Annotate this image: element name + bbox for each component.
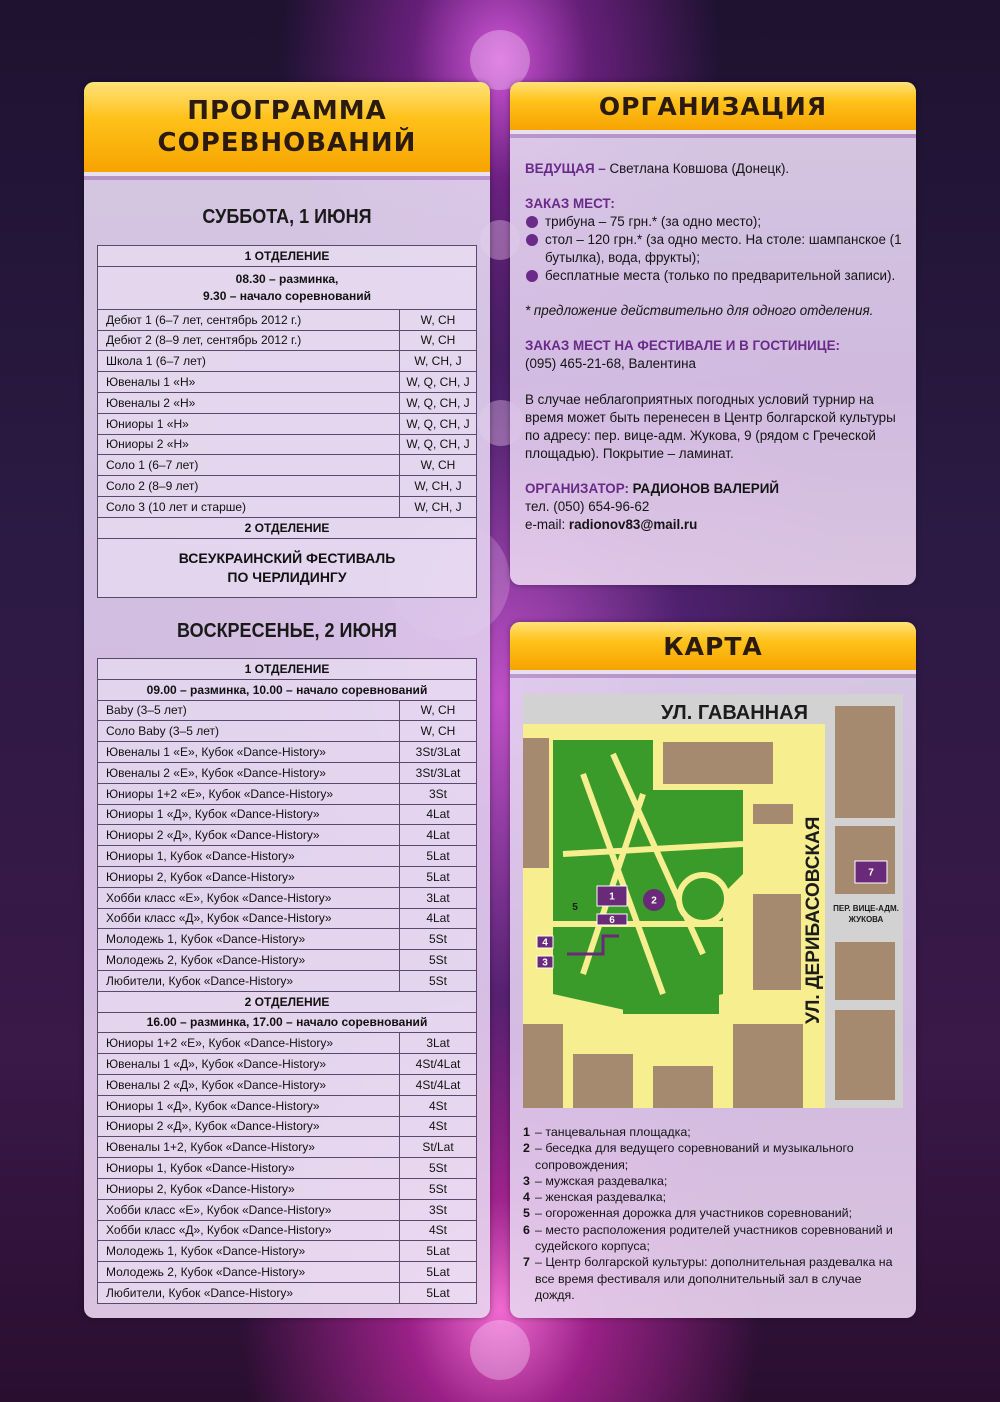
- sunday-schedule-table: [97, 658, 477, 1304]
- legend-item: [523, 1205, 903, 1221]
- dances-cell: 5St: [400, 1158, 477, 1179]
- dances-cell: 5St: [400, 970, 477, 991]
- category-cell: Любители, Кубок «Dance-History»: [98, 970, 400, 991]
- festival-note: [98, 538, 477, 597]
- category-cell: Юниоры 1 «Д», Кубок «Dance-History»: [98, 804, 400, 825]
- table-row: [98, 1262, 477, 1283]
- dances-cell: W, CH: [400, 330, 477, 351]
- category-cell: Юниоры 1+2 «Е», Кубок «Dance-History»: [98, 1033, 400, 1054]
- dances-cell: 3Lat: [400, 1033, 477, 1054]
- category-cell: Юниоры 2, Кубок «Dance-History»: [98, 866, 400, 887]
- saturday-title: СУББОТА, 1 ИЮНЯ: [202, 206, 372, 228]
- table-row: [98, 762, 477, 783]
- dances-cell: 3St/3Lat: [400, 762, 477, 783]
- category-cell: Молодежь 1, Кубок «Dance-History»: [98, 1241, 400, 1262]
- hotel-phone: (095) 465-21-68, Валентина: [525, 356, 696, 371]
- legend-number: 2: [523, 1141, 530, 1156]
- table-row: [98, 908, 477, 929]
- bokeh-light: [470, 1320, 530, 1380]
- category-cell: Ювеналы 1 «Е», Кубок «Dance-History»: [98, 742, 400, 763]
- category-cell: Хобби класс «Д», Кубок «Dance-History»: [98, 908, 400, 929]
- table-row: [98, 1199, 477, 1220]
- legend-item: [523, 1189, 903, 1205]
- category-cell: Соло Baby (3–5 лет): [98, 721, 400, 742]
- map-building: [663, 742, 773, 784]
- table-row: [98, 887, 477, 908]
- category-cell: Школа 1 (6–7 лет): [98, 351, 400, 372]
- category-cell: Молодежь 2, Кубок «Dance-History»: [98, 1262, 400, 1283]
- dances-cell: 4St: [400, 1095, 477, 1116]
- category-cell: Соло 3 (10 лет и старше): [98, 496, 400, 517]
- lane-label-line1: ПЕР. ВИЦЕ-АДМ.: [833, 904, 899, 913]
- category-cell: Baby (3–5 лет): [98, 700, 400, 721]
- booking-item: стол – 120 грн.* (за одно место. На столе: шампанское (1 бутылка), вода, фрукты);: [525, 231, 905, 267]
- map-marker-label: 7: [868, 867, 874, 879]
- legend-number: 3: [523, 1173, 530, 1188]
- category-cell: Дебют 2 (8–9 лет, сентябрь 2012 г.): [98, 330, 400, 351]
- map-building: [835, 1010, 895, 1100]
- table-row: [98, 866, 477, 887]
- booking-item: трибуна – 75 грн.* (за одно место);: [525, 213, 905, 231]
- email-line: [525, 516, 905, 534]
- program-banner: [84, 82, 490, 176]
- legend-text: – место расположения родителей участников соревнований и судейского корпуса;: [535, 1222, 893, 1254]
- category-cell: Юниоры 1+2 «Е», Кубок «Dance-History»: [98, 783, 400, 804]
- legend-number: 1: [523, 1125, 530, 1139]
- legend-item: [523, 1140, 903, 1173]
- category-cell: Юниоры 2 «Н»: [98, 434, 400, 455]
- host-line: [525, 160, 905, 178]
- booking-list: [525, 213, 905, 285]
- organizer-label: ОРГАНИЗАТОР:: [525, 481, 629, 496]
- organizer-phone: тел. (050) 654-96-62: [525, 499, 650, 514]
- organizer-name: РАДИОНОВ ВАЛЕРИЙ: [628, 481, 779, 496]
- table-row: [98, 700, 477, 721]
- table-row: [98, 372, 477, 393]
- map-marker-label: 1: [609, 891, 615, 903]
- dances-cell: 5St: [400, 929, 477, 950]
- dances-cell: 3St: [400, 1199, 477, 1220]
- table-row: [98, 804, 477, 825]
- map-marker-label: 6: [609, 915, 615, 926]
- table-row: [98, 1054, 477, 1075]
- hotel-label: ЗАКАЗ МЕСТ НА ФЕСТИВАЛЕ И В ГОСТИНИЦЕ:: [525, 338, 840, 353]
- table-row: [98, 434, 477, 455]
- legend-text: – Центр болгарской культуры: дополнительная раздевалка на все время фестиваля или дополнительный зал в случае дождя.: [535, 1255, 893, 1302]
- map-building: [835, 826, 895, 894]
- category-cell: Юниоры 1, Кубок «Dance-History»: [98, 1158, 400, 1179]
- dances-cell: 5Lat: [400, 1282, 477, 1303]
- schedule-note: 16.00 – разминка, 17.00 – начало соревнований: [98, 1012, 477, 1033]
- program-title-line2: СОРЕВНОВАНИЙ: [157, 128, 417, 158]
- category-cell: Дебют 1 (6–7 лет, сентябрь 2012 г.): [98, 309, 400, 330]
- dances-cell: 4Lat: [400, 825, 477, 846]
- map-marker-label: 3: [542, 957, 548, 969]
- map-fountain-circle: [679, 875, 727, 923]
- sunday-title: ВОСКРЕСЕНЬЕ, 2 ИЮНЯ: [177, 620, 397, 642]
- legend-item: [523, 1124, 903, 1140]
- dances-cell: 4St/4Lat: [400, 1054, 477, 1075]
- email-link[interactable]: radionov83@mail.ru: [568, 517, 698, 532]
- category-cell: Ювеналы 1 «Д», Кубок «Dance-History»: [98, 1054, 400, 1075]
- section-header: 1 ОТДЕЛЕНИЕ: [98, 246, 477, 267]
- legend-number: 5: [523, 1206, 530, 1221]
- dances-cell: 4St/4Lat: [400, 1074, 477, 1095]
- section-header: 1 ОТДЕЛЕНИЕ: [98, 659, 477, 680]
- dances-cell: W, Q, CH, J: [400, 372, 477, 393]
- organization-banner: [510, 82, 916, 134]
- map-marker-label: 5: [572, 902, 578, 913]
- dances-cell: W, Q, CH, J: [400, 413, 477, 434]
- legend-number: 6: [523, 1222, 530, 1237]
- category-cell: Хобби класс «Е», Кубок «Dance-History»: [98, 887, 400, 908]
- dances-cell: 5Lat: [400, 846, 477, 867]
- lane-label-line2: ЖУКОВА: [848, 915, 884, 924]
- schedule-note-line: 08.30 – разминка,: [235, 271, 339, 286]
- dances-cell: W, CH: [400, 700, 477, 721]
- map-building: [573, 1054, 633, 1108]
- category-cell: Юниоры 1 «Д», Кубок «Dance-History»: [98, 1095, 400, 1116]
- map-building: [733, 1024, 803, 1108]
- table-row: [98, 1178, 477, 1199]
- category-cell: Юниоры 1, Кубок «Dance-History»: [98, 846, 400, 867]
- program-title-line1: ПРОГРАММА: [187, 96, 387, 126]
- map-building: [753, 894, 801, 990]
- table-row: [98, 929, 477, 950]
- festival-note-line: ВСЕУКРАИНСКИЙ ФЕСТИВАЛЬ: [178, 549, 396, 566]
- map-building: [523, 1024, 563, 1108]
- legend-item: [523, 1222, 903, 1255]
- table-row: [98, 351, 477, 372]
- dances-cell: W, Q, CH, J: [400, 392, 477, 413]
- map-building: [653, 1066, 713, 1108]
- schedule-note: [98, 266, 477, 309]
- category-cell: Юниоры 1 «Н»: [98, 413, 400, 434]
- map-building: [835, 706, 895, 818]
- table-row: [98, 1033, 477, 1054]
- table-row: [98, 1241, 477, 1262]
- legend-number: 7: [523, 1255, 530, 1270]
- saturday-schedule-table: [97, 245, 477, 598]
- category-cell: Ювеналы 2 «Н»: [98, 392, 400, 413]
- legend-text: – мужская раздевалка;: [535, 1173, 668, 1188]
- table-row: [98, 392, 477, 413]
- map-legend: [523, 1124, 903, 1303]
- legend-text: – женская раздевалка;: [535, 1190, 667, 1205]
- dances-cell: 5St: [400, 950, 477, 971]
- category-cell: Соло 2 (8–9 лет): [98, 476, 400, 497]
- dances-cell: 5Lat: [400, 1262, 477, 1283]
- schedule-note-line: 9.30 – начало соревнований: [203, 288, 371, 303]
- category-cell: Молодежь 1, Кубок «Dance-History»: [98, 929, 400, 950]
- table-row: [98, 476, 477, 497]
- dances-cell: 4Lat: [400, 908, 477, 929]
- category-cell: Юниоры 2, Кубок «Dance-History»: [98, 1178, 400, 1199]
- footnote: * предложение действительно для одного отделения.: [525, 303, 874, 318]
- legend-number: 4: [523, 1190, 530, 1205]
- map-marker-label: 2: [651, 895, 657, 907]
- booking-item: бесплатные места (только по предварительной записи).: [525, 267, 905, 285]
- street-label-right: УЛ. ДЕРИБАСОВСКАЯ: [803, 816, 824, 1024]
- organizer-line: [525, 480, 905, 498]
- table-row: [98, 721, 477, 742]
- table-row: [98, 1282, 477, 1303]
- table-row: [98, 1074, 477, 1095]
- dances-cell: W, CH, J: [400, 476, 477, 497]
- map-title: КАРТА: [663, 631, 763, 661]
- organization-content: [525, 160, 905, 534]
- table-row: [98, 783, 477, 804]
- dances-cell: W, CH: [400, 309, 477, 330]
- table-row: [98, 846, 477, 867]
- table-row: [98, 1158, 477, 1179]
- table-row: [98, 330, 477, 351]
- dances-cell: 5St: [400, 1178, 477, 1199]
- legend-text: – танцевальная площадка;: [535, 1125, 691, 1139]
- dances-cell: 5Lat: [400, 1241, 477, 1262]
- table-row: [98, 1116, 477, 1137]
- category-cell: Ювеналы 1+2, Кубок «Dance-History»: [98, 1137, 400, 1158]
- weather-text: В случае неблагоприятных погодных условий турнир на время может быть перенесен в Центр болгарской культуры по адресу: пер. вице-адм. Жукова, 9 (рядом с Греческой площадью). Покрытие – ламинат.: [525, 392, 896, 461]
- map-banner: [510, 622, 916, 674]
- legend-item: [523, 1173, 903, 1189]
- category-cell: Молодежь 2, Кубок «Dance-History»: [98, 950, 400, 971]
- map-marker-label: 4: [542, 937, 548, 949]
- table-row: [98, 455, 477, 476]
- map-building: [523, 738, 549, 868]
- booking-label: ЗАКАЗ МЕСТ:: [525, 196, 615, 211]
- map-park: [623, 972, 719, 1014]
- category-cell: Юниоры 2 «Д», Кубок «Dance-History»: [98, 825, 400, 846]
- category-cell: Ювеналы 2 «Е», Кубок «Dance-History»: [98, 762, 400, 783]
- table-row: [98, 1095, 477, 1116]
- email-label: e-mail:: [525, 517, 569, 532]
- category-cell: Ювеналы 1 «Н»: [98, 372, 400, 393]
- category-cell: Хобби класс «Д», Кубок «Dance-History»: [98, 1220, 400, 1241]
- legend-text: – огороженная дорожка для участников соревнований;: [535, 1206, 853, 1221]
- legend-item: [523, 1254, 903, 1303]
- table-row: [98, 970, 477, 991]
- dances-cell: 3Lat: [400, 887, 477, 908]
- section-header: 2 ОТДЕЛЕНИЕ: [98, 517, 477, 538]
- street-label-top: УЛ. ГАВАННАЯ: [661, 702, 808, 724]
- legend-text: – беседка для ведущего соревнований и музыкального сопровождения;: [535, 1141, 854, 1172]
- dances-cell: 4Lat: [400, 804, 477, 825]
- dances-cell: 4St: [400, 1116, 477, 1137]
- festival-note-line: ПО ЧЕРЛИДИНГУ: [227, 568, 347, 585]
- table-row: [98, 825, 477, 846]
- map-image: [523, 694, 903, 1108]
- table-row: [98, 309, 477, 330]
- dances-cell: W, CH, J: [400, 351, 477, 372]
- category-cell: Ювеналы 2 «Д», Кубок «Dance-History»: [98, 1074, 400, 1095]
- bokeh-light: [470, 30, 530, 90]
- dances-cell: W, CH: [400, 721, 477, 742]
- dances-cell: 4St: [400, 1220, 477, 1241]
- table-row: [98, 742, 477, 763]
- map-building: [835, 942, 895, 1000]
- host-value: Светлана Ковшова (Донецк).: [605, 161, 790, 176]
- table-row: [98, 496, 477, 517]
- dances-cell: St/Lat: [400, 1137, 477, 1158]
- dances-cell: 3St: [400, 783, 477, 804]
- category-cell: Соло 1 (6–7 лет): [98, 455, 400, 476]
- dances-cell: 3St/3Lat: [400, 742, 477, 763]
- organization-title: ОРГАНИЗАЦИЯ: [598, 91, 828, 121]
- table-row: [98, 950, 477, 971]
- dances-cell: W, CH: [400, 455, 477, 476]
- category-cell: Хобби класс «Е», Кубок «Dance-History»: [98, 1199, 400, 1220]
- table-row: [98, 1137, 477, 1158]
- table-row: [98, 413, 477, 434]
- map-building: [753, 804, 793, 824]
- dances-cell: W, CH, J: [400, 496, 477, 517]
- dances-cell: 5Lat: [400, 866, 477, 887]
- table-row: [98, 1220, 477, 1241]
- category-cell: Любители, Кубок «Dance-History»: [98, 1282, 400, 1303]
- section-header: 2 ОТДЕЛЕНИЕ: [98, 991, 477, 1012]
- host-label: ВЕДУЩАЯ –: [525, 161, 606, 176]
- schedule-note: 09.00 – разминка, 10.00 – начало соревнований: [98, 679, 477, 700]
- category-cell: Юниоры 2 «Д», Кубок «Dance-History»: [98, 1116, 400, 1137]
- dances-cell: W, Q, CH, J: [400, 434, 477, 455]
